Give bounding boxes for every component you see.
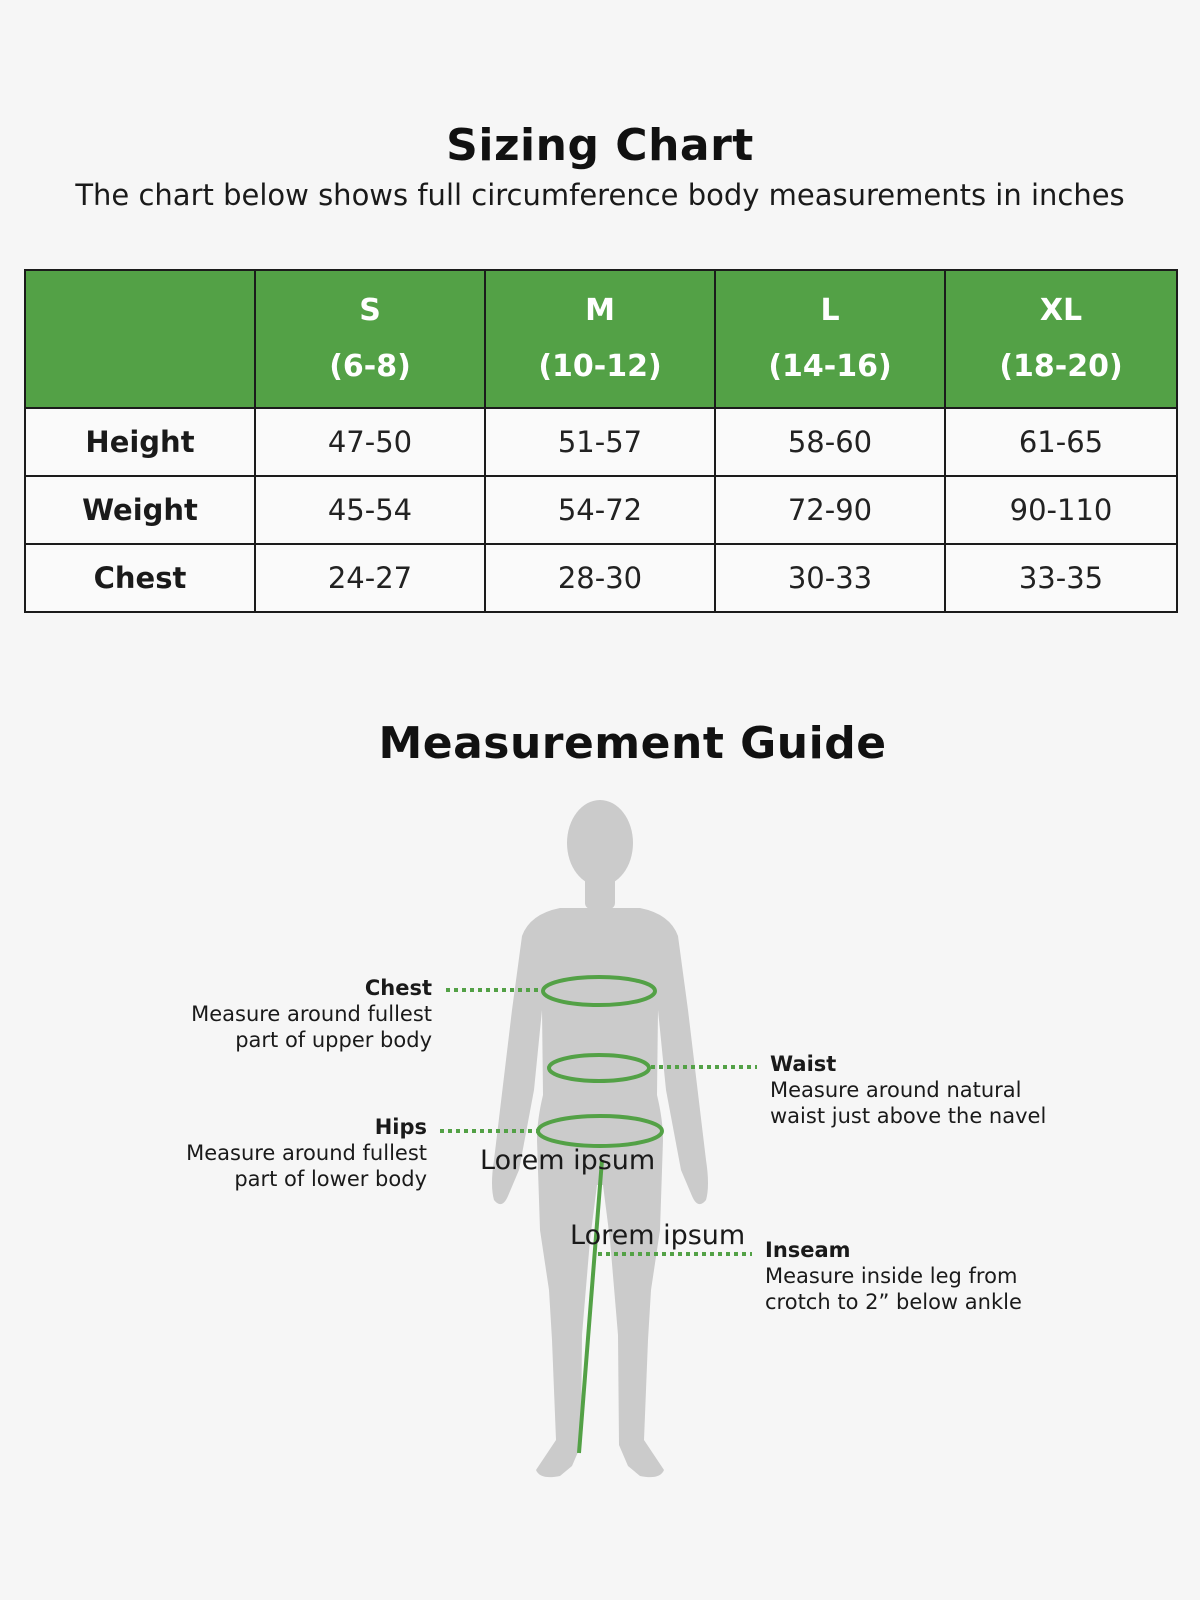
chest-label-heading: Chest — [364, 976, 432, 1000]
table-cell: 30-33 — [715, 544, 945, 612]
chest-label-desc-1: Measure around fullest — [191, 1002, 432, 1026]
table-cell: 33-35 — [945, 544, 1177, 612]
waist-label-desc-2: waist just above the navel — [770, 1104, 1047, 1128]
size-code: S — [359, 293, 381, 328]
table-cell: 61-65 — [945, 408, 1177, 476]
chest-label — [150, 975, 432, 1053]
table-cell: 24-27 — [255, 544, 485, 612]
waist-label — [770, 1051, 1070, 1129]
size-code: L — [820, 293, 840, 328]
hips-label-desc-2: part of lower body — [234, 1167, 427, 1191]
hips-label — [150, 1114, 427, 1192]
waist-label-heading: Waist — [770, 1052, 837, 1076]
hips-label-desc-1: Measure around fullest — [186, 1141, 427, 1165]
body-silhouette-icon — [492, 800, 708, 1477]
table-cell: 54-72 — [485, 476, 715, 544]
table-cell: 72-90 — [715, 476, 945, 544]
table-cell: 58-60 — [715, 408, 945, 476]
size-code: M — [585, 293, 615, 328]
guide-title: Measurement Guide — [378, 718, 887, 769]
inseam-label-desc-2: crotch to 2” below ankle — [765, 1290, 1022, 1314]
hips-label-heading: Hips — [374, 1115, 427, 1139]
chest-label-desc-2: part of upper body — [235, 1028, 432, 1052]
size-range: (10-12) — [538, 349, 662, 384]
inseam-label — [765, 1237, 1065, 1315]
inseam-label-desc-1: Measure inside leg from — [765, 1264, 1018, 1288]
row-label: Weight — [25, 476, 255, 544]
table-cell: 28-30 — [485, 544, 715, 612]
placeholder-text: Lorem ipsum — [480, 1145, 656, 1176]
table-cell: 51-57 — [485, 408, 715, 476]
size-range: (18-20) — [999, 349, 1123, 384]
table-cell: 45-54 — [255, 476, 485, 544]
page-title: Sizing Chart — [446, 120, 754, 171]
row-label: Height — [25, 408, 255, 476]
size-range: (6-8) — [329, 349, 411, 384]
inseam-label-heading: Inseam — [765, 1238, 851, 1262]
page-subtitle: The chart below shows full circumference body measurements in inches — [75, 178, 1125, 212]
table-cell: 47-50 — [255, 408, 485, 476]
row-label: Chest — [25, 544, 255, 612]
table-cell: 90-110 — [945, 476, 1177, 544]
size-range: (14-16) — [768, 349, 892, 384]
placeholder-text: Lorem ipsum — [570, 1220, 746, 1251]
waist-label-desc-1: Measure around natural — [770, 1078, 1022, 1102]
size-code: XL — [1039, 293, 1083, 328]
